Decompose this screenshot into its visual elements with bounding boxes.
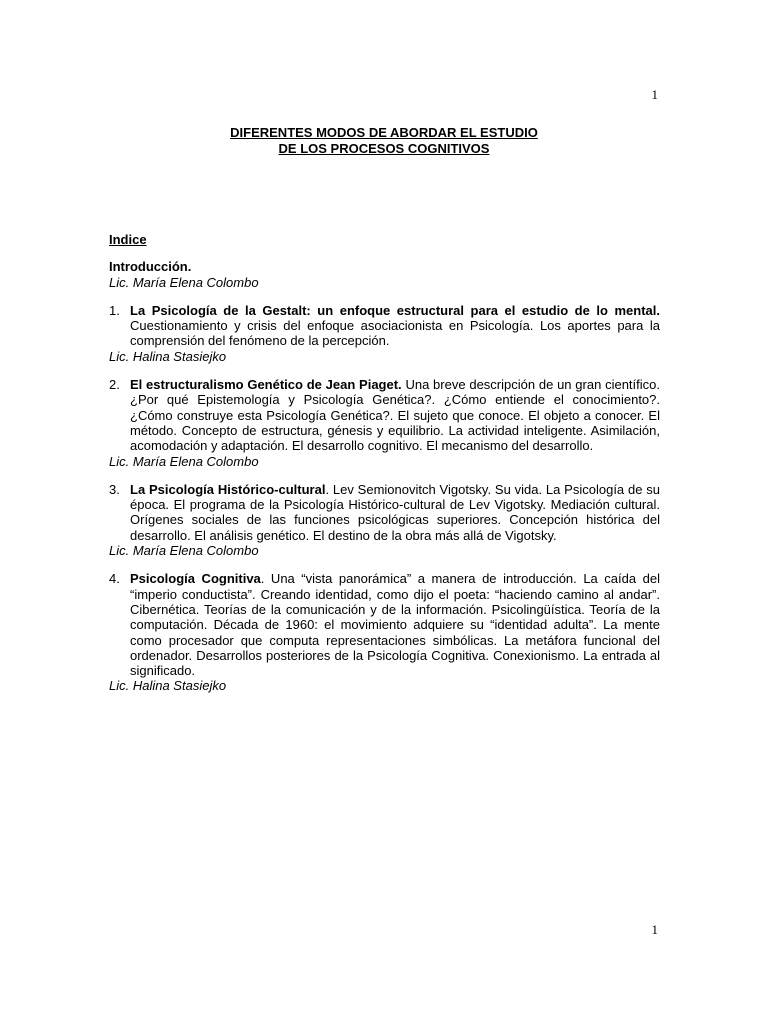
- entry-description: . Lev Semionovitch Vigotsky. Su vida. La Psicología de su época. El programa de la Psicología Histórico-cultural de Lev Vigotsky. Mediación cultural. Orígenes sociales de las funciones psicológicas superiores. Concepción histórica del desarrollo. El análisis genético. El destino de la obra más allá de Vigotsky.: [130, 481, 660, 543]
- intro-title: Introducción.: [109, 259, 192, 275]
- entry-number: 1.: [109, 302, 120, 318]
- document-title: [0, 125, 768, 157]
- entry-text: [130, 482, 660, 543]
- index-entry-2: [109, 377, 660, 469]
- index-section: [109, 232, 660, 707]
- intro-author: Lic. María Elena Colombo: [109, 274, 259, 290]
- entry-text: [130, 377, 660, 453]
- entry-author: Lic. Halina Stasiejko: [109, 348, 227, 364]
- index-entry-4: [109, 571, 660, 693]
- entry-author: Lic. Halina Stasiejko: [109, 678, 227, 694]
- entry-title: La Psicología de la Gestalt: un enfoque estructural para el estudio de lo mental.: [130, 302, 660, 318]
- entry-description: Cuestionamiento y crisis del enfoque asociacionista en Psicología. Los aportes para la comprensión del fenómeno de la percepción.: [130, 318, 660, 349]
- entry-title: La Psicología Histórico-cultural: [130, 481, 326, 497]
- index-entry-3: [109, 482, 660, 558]
- entry-author: Lic. María Elena Colombo: [109, 453, 259, 469]
- entry-number: 3.: [109, 481, 120, 497]
- entry-description: . Una “vista panorámica” a manera de introducción. La caída del “imperio conductista”. Creando identidad, como dijo el poeta: “haciendo camino al andar”. Cibernética. Teorías de la comunicación y de la información. Psicolingüística. Teoría de la computación. Década de 1960: el movimiento adquiere su “identidad adulta”. La mente como procesador que computa representaciones simbólicas. La metáfora funcional del ordenador. Desarrollos posteriores de la Psicología Cognitiva. Conexionismo. La entrada al significado.: [130, 571, 660, 679]
- entry-description: Una breve descripción de un gran científico. ¿Por qué Epistemología y Psicología Genética?. ¿Cómo entiende el conocimiento?. ¿Cómo construye esta Psicología Genética?. El sujeto que conoce. El objeto a conocer. El método. Concepto de estructura, génesis y equilibrio. La actividad inteligente. Asimilación, acomodación y adaptación. El desarrollo cognitivo. El mecanismo del desarrollo.: [130, 377, 660, 454]
- entry-title: El estructuralismo Genético de Jean Piaget.: [130, 377, 402, 393]
- index-entry-1: [109, 303, 660, 364]
- entry-title: Psicología Cognitiva: [130, 571, 261, 587]
- title-line-2: DE LOS PROCESOS COGNITIVOS: [278, 141, 490, 156]
- title-line-1: DIFERENTES MODOS DE ABORDAR EL ESTUDIO: [230, 125, 538, 140]
- entry-number: 4.: [109, 571, 120, 587]
- page-number-top: 1: [651, 87, 658, 102]
- entry-text: [130, 571, 660, 678]
- entry-author: Lic. María Elena Colombo: [109, 543, 259, 559]
- entry-number: 2.: [109, 377, 120, 393]
- intro-entry: [109, 259, 660, 290]
- page-number-bottom: 1: [651, 922, 658, 937]
- entry-text: [130, 303, 660, 349]
- index-heading: Indice: [109, 232, 147, 247]
